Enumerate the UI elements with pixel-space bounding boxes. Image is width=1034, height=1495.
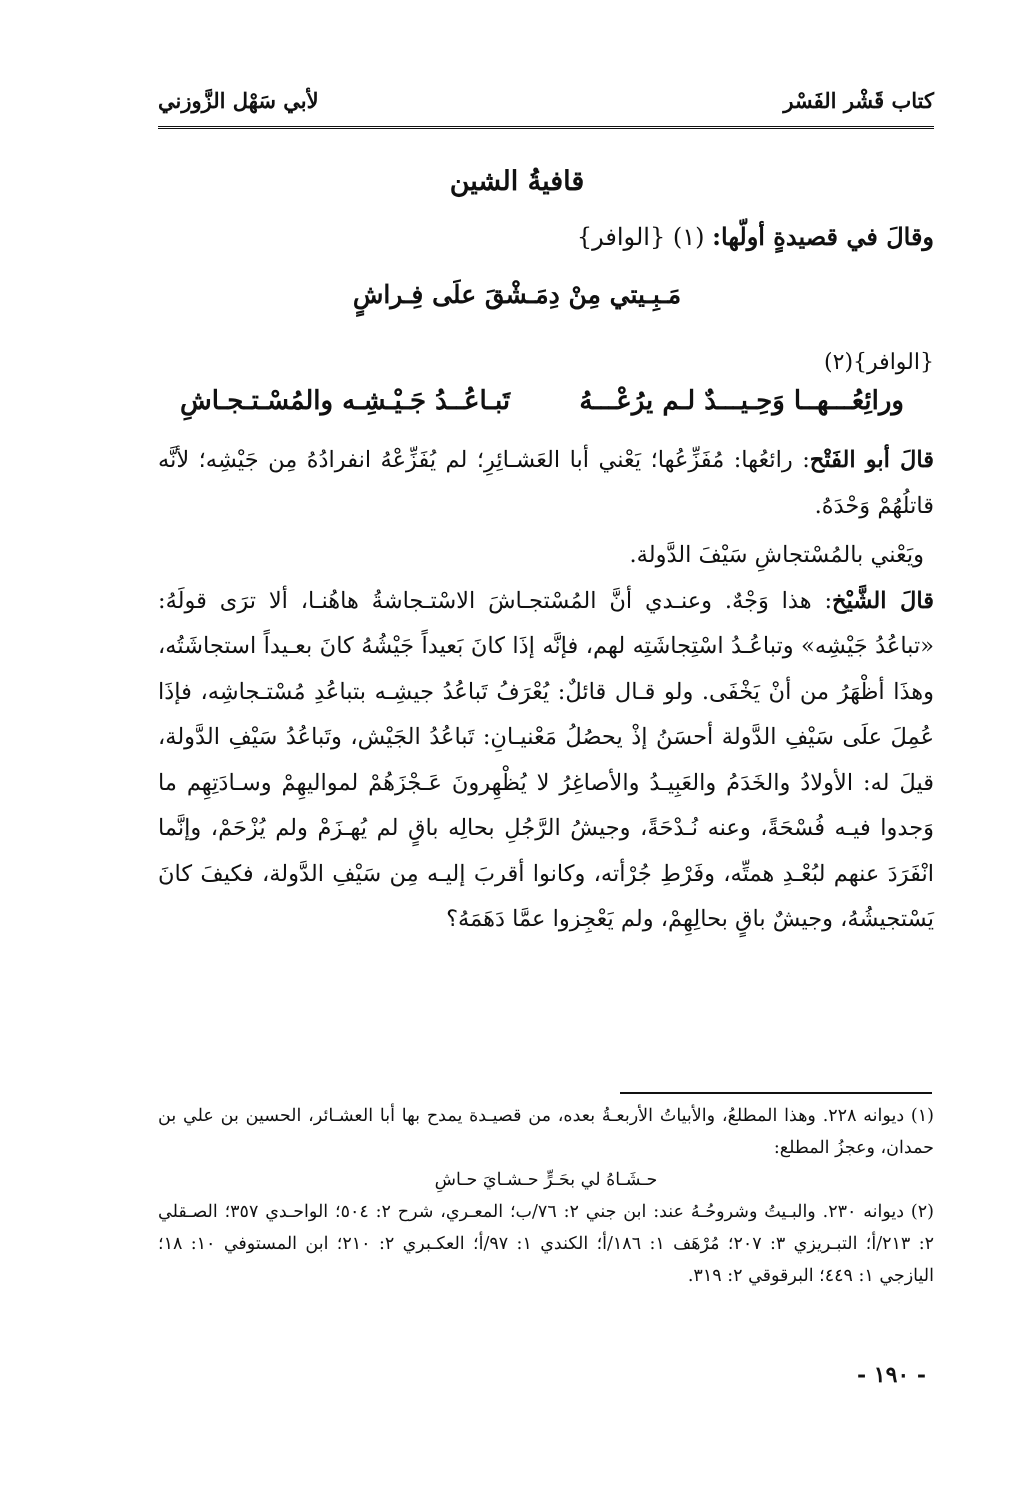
footnote-2: (٢) ديوانه ٢٣٠. والبـيتُ وشروحُـهُ عند: ابن جني ٢: ٧٦/ب؛ المعـري، شرح ٢: ٥٠٤؛ الواحـدي ٣٥٧؛ الصـقلي ٢: ٢١٣/أ؛ التبـريزي ٣: ٢٠٧؛ مُرْهَف ١: ١٨٦/أ؛ الكندي ١: ٩٧/أ؛ العكـبري ٢: ٢١٠؛ ابن المستوفي ١٠: ١٨؛ اليازجي ١: ٤٤٩؛ البرقوقي ٢: ٣١٩. xyxy=(158,1202,934,1286)
poem-intro xyxy=(158,222,934,251)
footnote-ref-2: (٢) xyxy=(824,350,854,375)
running-header xyxy=(158,82,934,122)
verse-first-hemistich: ورائِعُـــهــا وَحِـيـــدٌ لـم يرُعْـــهُ xyxy=(579,386,904,416)
footnote-ref-1: (١) xyxy=(672,223,705,251)
intro-lead: وقالَ في قصيدةٍ أولّها: xyxy=(712,222,934,251)
meter-label-1: {الوافر} xyxy=(576,223,666,251)
paragraph-text-1: : رائعُها: مُفَزِّعُها؛ يَعْني أبا العَشـائِرِ؛ لم يُفَزِّعْهُ انفرادُهُ مِن جَيْشِه؛ لأنَّه قاتلُهُمْ وَحْدَهُ. xyxy=(158,447,934,519)
meter-label-2: {الوافر} xyxy=(853,350,934,375)
speaker-label-2: قالَ الشَّيْخ xyxy=(832,587,934,614)
footnotes xyxy=(158,1100,934,1292)
header-divider xyxy=(158,126,934,129)
page-number: - ١٩٠ - xyxy=(856,1362,926,1388)
verse-second-hemistich: تَبـاعُــدُ جَـيْـشِـه والمُسْـتـجـاشِ xyxy=(180,386,511,416)
paragraph-text-3: : هذا وَجْهٌ. وعنـدي أنَّ المُسْتجـاشَ الاسْتـجاشةُ هاهُنـا، ألا ترَى قولَهُ: «تباعُدُ جَيْشِه» وتباعُـدُ اسْتِجاشَتِه لهم، فإنَّه إذَا كانَ بَعيداً جَيْشُهُ كانَ بعـيداً استجاشَتُه، وهذَا أظْهَرُ من أنْ يَخْفَى. ولو قـال قائلٌ: يُعْرَفُ تَباعُدُ جيشِـه بتباعُدِ مُسْتـجاشِه، فإذَا عُمِلَ علَى سَيْفِ الدَّولة أحسَنُ إذْ يحصُلُ مَعْنيـانِ: تَباعُدُ الجَيْش، وتَباعُدُ سَيْفِ الدَّولة، قيلَ له: الأولادُ والخَدَمُ والعَبِيـدُ والأصاغِرُ لا يُظْهِرونَ عَـجْزَهُمْ لمواليهِمْ وسـادَتِهِم ما وَجدوا فيـه فُسْحَةً، وعنه نُـدْحَةً، وجيشُ الرَّجُلِ بحالِه باقٍ لم يُهـزَمْ ولم يُزْحَمْ، وإنَّما انْفَرَدَ عنهم لبُعْـدِ همتِّه، وفَرْطِ جُرْأته، وكانوا أقربَ إليـه مِن سَيْفِ الدَّولة، فكيفَ كانَ يَسْتجيشُهُ، وجيشٌ باقٍ بحالِهِمْ، ولم يَعْجِزوا عمَّا دَهَمَهُ؟ xyxy=(158,587,935,932)
commentary-paragraph-3 xyxy=(158,579,934,943)
verse-meter-2 xyxy=(824,350,934,375)
commentary-paragraph-2: ويَعْني بالمُسْتجاشِ سَيْفَ الدَّولة. xyxy=(629,542,924,568)
speaker-label-1: قالَ أبو الفَتْح xyxy=(809,447,934,473)
commentary-paragraph-1 xyxy=(158,438,934,529)
footnote-divider xyxy=(620,1092,932,1094)
header-book-title: كتاب قَشْر الفَسْر xyxy=(783,88,934,113)
footnote-1-verse: حـشَـاهُ لي بحَـرٍّ حـشـايَ حـاشِ xyxy=(434,1170,658,1190)
footnote-1: (١) ديوانه ٢٢٨. وهذا المطلعُ، والأبياتُ الأربعـةُ بعده، من قصيـدة يمدح بها أبا العشـائر، الحسين بن علي بن حمدان، وعجزُ المطلع: xyxy=(158,1106,934,1158)
header-author: لأبي سَهْل الزَّوزني xyxy=(158,88,319,113)
section-title: قافيةُ الشين xyxy=(449,166,585,197)
commentary-body xyxy=(158,438,934,943)
verse-opening: مَـبِـيتي مِنْ دِمَـشْقَ علَى فِـراشٍ xyxy=(352,280,682,309)
